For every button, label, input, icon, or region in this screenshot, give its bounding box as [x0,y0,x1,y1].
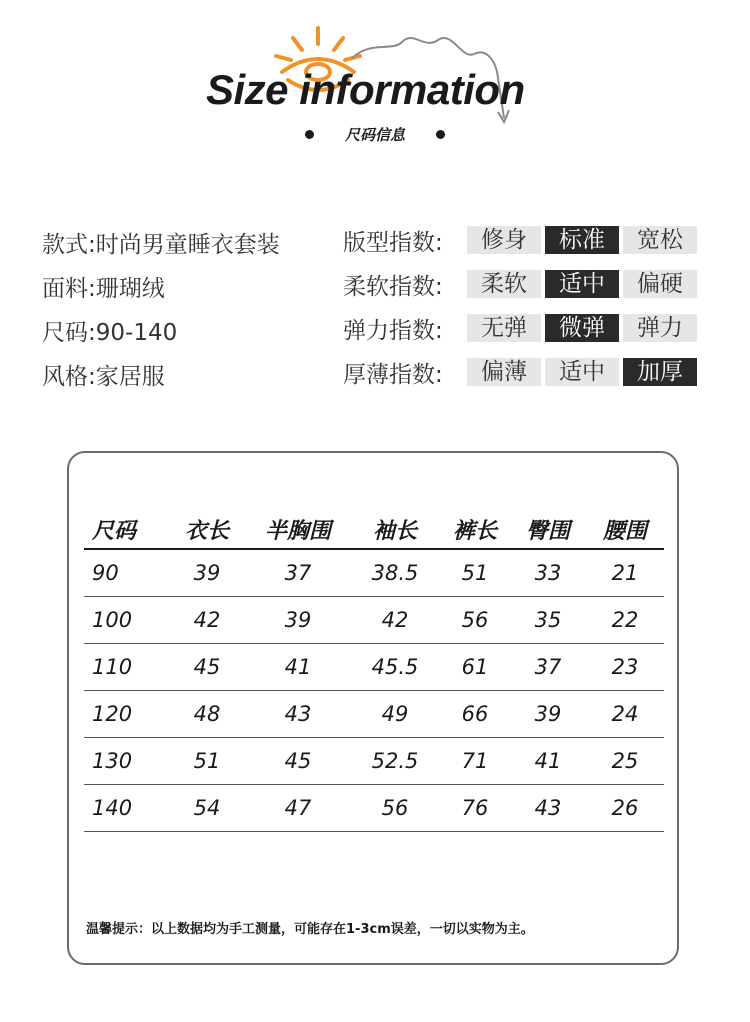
column-header: 尺码 [84,510,168,549]
index-option: 偏薄 [467,358,541,386]
table-cell: 130 [84,738,168,785]
index-label: 厚薄指数: [343,361,443,388]
column-header: 臀围 [510,510,586,549]
table-cell: 23 [586,644,664,691]
table-row [84,549,664,597]
index-fit [343,224,701,256]
subtitle [305,122,445,146]
table-cell: 35 [510,597,586,644]
table-cell: 71 [440,738,510,785]
table-cell: 37 [246,549,350,597]
column-header: 衣长 [168,510,246,549]
info-label: 款式 [42,232,88,258]
table-cell: 24 [586,691,664,738]
table-cell: 38.5 [350,549,440,597]
info-style: 款式:时尚男童睡衣套装 [42,232,280,258]
column-header: 裤长 [440,510,510,549]
bullet-dot-icon [436,130,445,139]
index-label: 版型指数: [343,229,443,256]
table-cell: 45.5 [350,644,440,691]
info-category: 风格:家居服 [42,364,165,390]
index-label: 弹力指数: [343,317,443,344]
index-softness [343,268,701,300]
index-elasticity [343,312,701,344]
info-value: 90-140 [95,320,178,346]
table-header-row [84,510,664,549]
table-cell: 39 [510,691,586,738]
header [0,0,750,160]
table-cell: 26 [586,785,664,832]
table-cell: 41 [510,738,586,785]
info-label: 面料 [42,276,88,302]
column-header: 腰围 [586,510,664,549]
table-cell: 61 [440,644,510,691]
table-cell: 54 [168,785,246,832]
table-cell: 22 [586,597,664,644]
index-option: 无弹 [467,314,541,342]
table-cell: 33 [510,549,586,597]
index-option-selected: 标准 [545,226,619,254]
measurement-note: 温馨提示：以上数据均为手工测量，可能存在1-3cm误差，一切以实物为主。 [86,922,534,937]
index-option: 柔软 [467,270,541,298]
table-cell: 110 [84,644,168,691]
table-cell: 42 [350,597,440,644]
size-table [84,510,664,832]
table-cell: 42 [168,597,246,644]
table-cell: 43 [510,785,586,832]
page-title: Size information [206,66,525,113]
table-cell: 140 [84,785,168,832]
table-cell: 39 [168,549,246,597]
table-row [84,691,664,738]
column-header: 半胸围 [246,510,350,549]
table-cell: 56 [350,785,440,832]
table-cell: 37 [510,644,586,691]
table-cell: 39 [246,597,350,644]
table-cell: 45 [168,644,246,691]
table-cell: 25 [586,738,664,785]
product-info [0,220,750,400]
index-option: 适中 [545,358,619,386]
table-cell: 41 [246,644,350,691]
table-cell: 76 [440,785,510,832]
info-value: 家居服 [95,364,165,390]
table-row [84,785,664,832]
bullet-dot-icon [305,130,314,139]
index-option: 修身 [467,226,541,254]
info-label: 尺码 [42,320,88,346]
info-value: 时尚男童睡衣套装 [95,232,280,258]
index-option: 弹力 [623,314,697,342]
index-option: 宽松 [623,226,697,254]
info-value: 珊瑚绒 [95,276,165,302]
index-label: 柔软指数: [343,273,443,300]
info-label: 风格 [42,364,88,390]
table-cell: 51 [440,549,510,597]
table-cell: 51 [168,738,246,785]
table-cell: 90 [84,549,168,597]
table-cell: 45 [246,738,350,785]
index-option-selected: 加厚 [623,358,697,386]
table-cell: 120 [84,691,168,738]
index-option-selected: 适中 [545,270,619,298]
table-cell: 56 [440,597,510,644]
subtitle-text: 尺码信息 [344,125,405,144]
index-option-selected: 微弹 [545,314,619,342]
table-cell: 100 [84,597,168,644]
table-row [84,597,664,644]
index-thickness [343,356,701,388]
table-cell: 43 [246,691,350,738]
index-option: 偏硬 [623,270,697,298]
table-cell: 47 [246,785,350,832]
table-row [84,644,664,691]
table-cell: 21 [586,549,664,597]
table-cell: 48 [168,691,246,738]
info-fabric: 面料:珊瑚绒 [42,276,165,302]
table-row [84,738,664,785]
info-size: 尺码:90-140 [42,320,178,346]
column-header: 袖长 [350,510,440,549]
table-cell: 49 [350,691,440,738]
table-cell: 52.5 [350,738,440,785]
table-cell: 66 [440,691,510,738]
